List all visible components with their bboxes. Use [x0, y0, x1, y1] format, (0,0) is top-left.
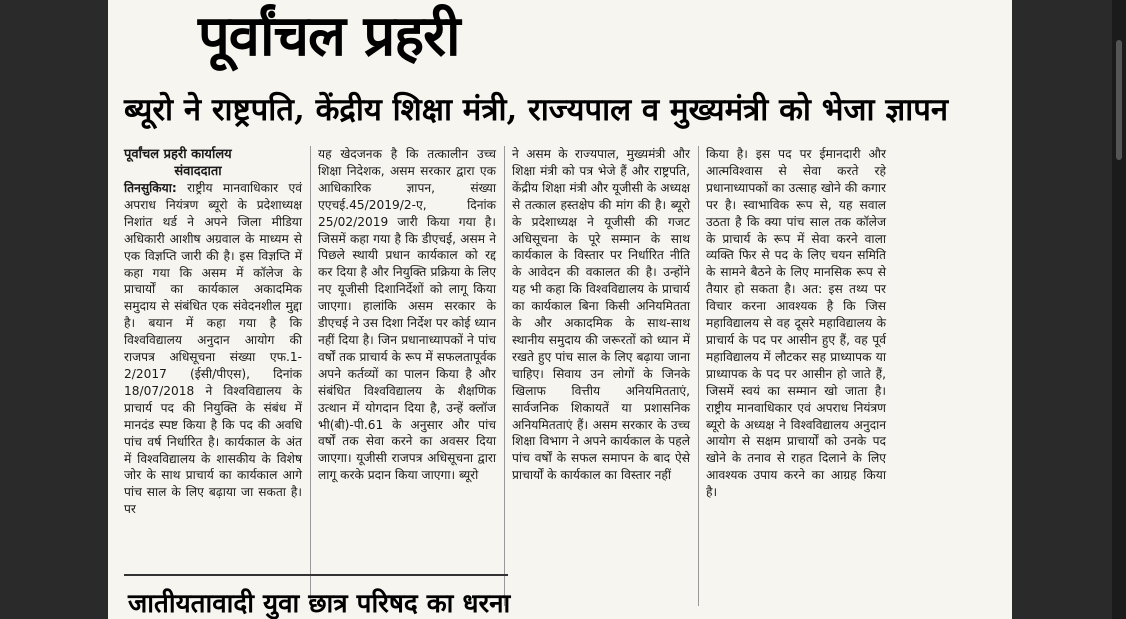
newspaper-clipping — [108, 0, 1012, 619]
next-story-headline: जातीयतावादी युवा छात्र परिषद का धरना — [128, 589, 511, 619]
article-column-3 — [512, 146, 690, 484]
column-text — [124, 180, 302, 518]
article-column-4 — [706, 146, 886, 501]
column-4-text: किया है। इस पद पर ईमानदारी और आत्मविश्वास से सेवा करते रहे प्रधानाध्यापकों का उत्साह खोने की कगार पर है। स्वाभाविक रूप से, यह सवाल उठता है कि क्या पांच साल तक कॉलेज के प्राचार्य के रूप में सेवा करने वाला व्यक्ति फिर से पद के लिए चयन समिति के सामने बैठने के लिए मानसिक रूप से तैयार हो सकता है। अत: इस तथ्य पर विचार करना आवश्यक है कि जिस महाविद्यालय से वह दूसरे महाविद्यालय के प्राचार्य के पद पर आसीन हुए हैं, वह पूर्व महाविद्यालय में लौटकर सह प्राध्यापक या प्राध्यापक के पद पर आसीन हो जाते हैं, जिसमें स्वयं का सम्मान खो जाता है। राष्ट्रीय मानवाधिकार एवं अपराध नियंत्रण ब्यूरो के अध्यक्ष ने विश्वविद्यालय अनुदान आयोग से सक्षम प्राचार्यों को उनके पद खोने के तनाव से राहत दिलाने के लिए आवश्यक उपाय करने का आग्रह किया है। — [706, 147, 886, 500]
vertical-scrollbar[interactable] — [1112, 0, 1126, 619]
dateline: तिनसुकिया: — [124, 181, 177, 195]
masthead: पूर्वांचल प्रहरी — [198, 4, 460, 69]
column-divider — [698, 146, 699, 606]
column-divider — [310, 146, 311, 606]
section-rule — [124, 574, 508, 576]
article-column-2 — [318, 146, 496, 484]
byline-office: पूर्वांचल प्रहरी कार्यालय — [124, 147, 232, 162]
byline-role: संवाददाता — [174, 164, 222, 179]
scrollbar-thumb[interactable] — [1116, 40, 1122, 160]
article-column-1 — [124, 146, 302, 518]
column-2-text: यह खेदजनक है कि तत्कालीन उच्च शिक्षा निदेशक, असम सरकार द्वारा एक आधिकारिक ज्ञापन, संख्या एएचई.45/2019/2-ए, दिनांक 25/02/2019 जारी किया गया है। जिसमें कहा गया है कि डीएचई, असम ने पिछले स्थायी प्रधान कार्यकाल को रद्द कर दिया है और नियुक्ति प्रक्रिया के लिए नए यूजीसी दिशानिर्देशों को लागू किया जाएगा। हालांकि असम सरकार के डीएचई ने उस दिशा निर्देश पर कोई ध्यान नहीं दिया है। जिन प्रधानाध्यापकों ने पांच वर्षों तक प्राचार्य के रूप में सफलतापूर्वक अपने कर्तव्यों का पालन किया है और संबंधित विश्वविद्यालय के शैक्षणिक उत्थान में योगदान दिया है, उन्हें क्लॉज भी(बी)-पी.61 के अनुसार और पांच वर्षों तक सेवा करने का अवसर दिया जाएगा। यूजीसी राजपत्र अधिसूचना द्वारा लागू करके प्रदान किया जाएगा। ब्यूरो — [318, 147, 496, 483]
article-headline: ब्यूरो ने राष्ट्रपति, केंद्रीय शिक्षा मंत्री, राज्यपाल व मुख्यमंत्री को भेजा ज्ञापन — [124, 92, 949, 128]
column-divider — [504, 146, 505, 606]
column-3-text: ने असम के राज्यपाल, मुख्यमंत्री और शिक्षा मंत्री को पत्र भेजे हैं और राष्ट्रपति, केंद्रीय शिक्षा मंत्री और यूजीसी के अध्यक्ष से तत्काल हस्तक्षेप की मांग की है। ब्यूरो के प्रदेशाध्यक्ष ने यूजीसी की गजट अधिसूचना के पूरे सम्मान के साथ कार्यकाल के विस्तार पर निर्धारित नीति के आवेदन की वकालत की है। उन्होंने यह भी कहा कि विश्वविद्यालय के प्राचार्य का कार्यकाल बिना किसी अनियमितता के और अकादमिक के साथ-साथ स्थानीय समुदाय की जरूरतों को ध्यान में रखते हुए पांच साल के लिए बढ़ाया जाना चाहिए। सिवाय उन लोगों के जिनके खिलाफ वित्तीय अनियमितताएं, सार्वजनिक शिकायतें या प्रशासनिक अनियमितताएं हैं। असम सरकार के उच्च शिक्षा विभाग ने अपने कार्यकाल के पहले पांच वर्षों के सफल समापन के बाद ऐसे प्राचार्यों के कार्यकाल का विस्तार नहीं — [512, 147, 690, 483]
column-1-text: राष्ट्रीय मानवाधिकार एवं अपराध नियंत्रण ब्यूरो के प्रदेशाध्यक्ष निशांत थर्ड ने अपने जिला मीडिया अधिकारी आशीष अग्रवाल के माध्यम से एक विज्ञप्ति जारी की है। इस विज्ञप्ति में कहा गया कि असम में कॉलेज के प्राचार्यों का कार्यकाल अकादमिक समुदाय से संबंधित एक संवेदनशील मुद्दा है। बयान में कहा गया है कि विश्वविद्यालय अनुदान आयोग की राजपत्र अधिसूचना संख्या एफ.1-2/2017 (ईसी/पीएस), दिनांक 18/07/2018 ने विश्वविद्यालय के प्राचार्य पद की नियुक्ति के संबंध में मानदंड स्पष्ट किया है कि पद की अवधि पांच वर्ष निर्धारित है। कार्यकाल के अंत में विश्वविद्यालय के शासकीय के विशेष जोर के साथ प्राचार्य का कार्यकाल आगे पांच साल के लिए बढ़ाया जा सकता है। पर — [124, 181, 303, 517]
